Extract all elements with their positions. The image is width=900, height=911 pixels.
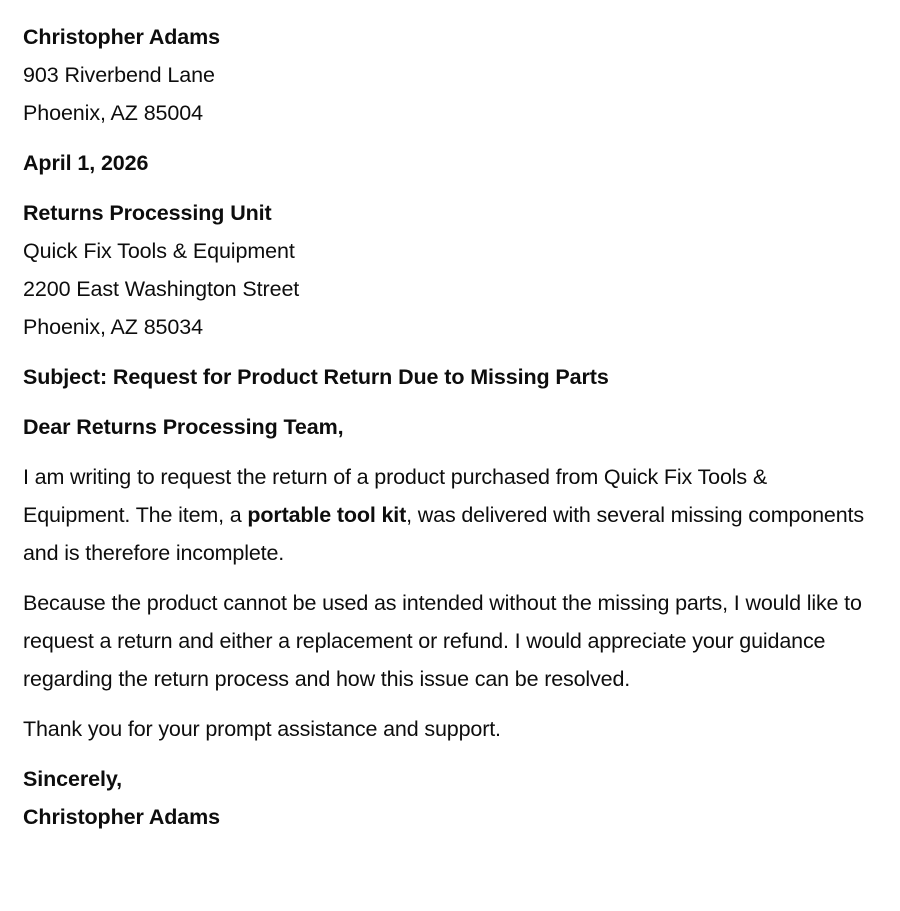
- body-paragraph-3: Thank you for your prompt assistance and support.: [23, 717, 501, 741]
- valediction: Sincerely,: [23, 767, 122, 791]
- sender-city-state-zip: Phoenix, AZ 85004: [23, 101, 203, 125]
- subject-block: [23, 358, 875, 396]
- recipient-company: Quick Fix Tools & Equipment: [23, 239, 295, 263]
- letter-date: April 1, 2026: [23, 151, 149, 175]
- paragraph-1-text-before-emphasis: I am writing to request the return of a product purchased from Quick Fix Tools & Equipment. The item, a: [23, 465, 768, 527]
- recipient-department: Returns Processing Unit: [23, 201, 272, 225]
- recipient-street: 2200 East Washington Street: [23, 277, 300, 301]
- sender-street: 903 Riverbend Lane: [23, 63, 215, 87]
- sender-name: Christopher Adams: [23, 25, 221, 49]
- recipient-city-state-zip: Phoenix, AZ 85034: [23, 315, 203, 339]
- signature-name: Christopher Adams: [23, 805, 221, 829]
- closing-block: [23, 760, 875, 836]
- body-paragraph-2: Because the product cannot be used as intended without the missing parts, I would like to request a return and either a replacement or refund. I would appreciate your guidance regarding the return process and how this issue can be resolved.: [23, 591, 862, 691]
- sender-address-block: [23, 18, 875, 132]
- paragraph-1-emphasized-item: portable tool kit: [247, 503, 407, 527]
- paragraph-1-text-after-emphasis: , was delivered with several missing components and is therefore incomplete.: [23, 503, 864, 565]
- body-paragraph-1: [23, 458, 875, 572]
- salutation-block: [23, 408, 875, 446]
- salutation: Dear Returns Processing Team,: [23, 415, 344, 439]
- recipient-address-block: [23, 194, 875, 346]
- letter-date-block: [23, 144, 875, 182]
- subject-line: Subject: Request for Product Return Due to Missing Parts: [23, 365, 609, 389]
